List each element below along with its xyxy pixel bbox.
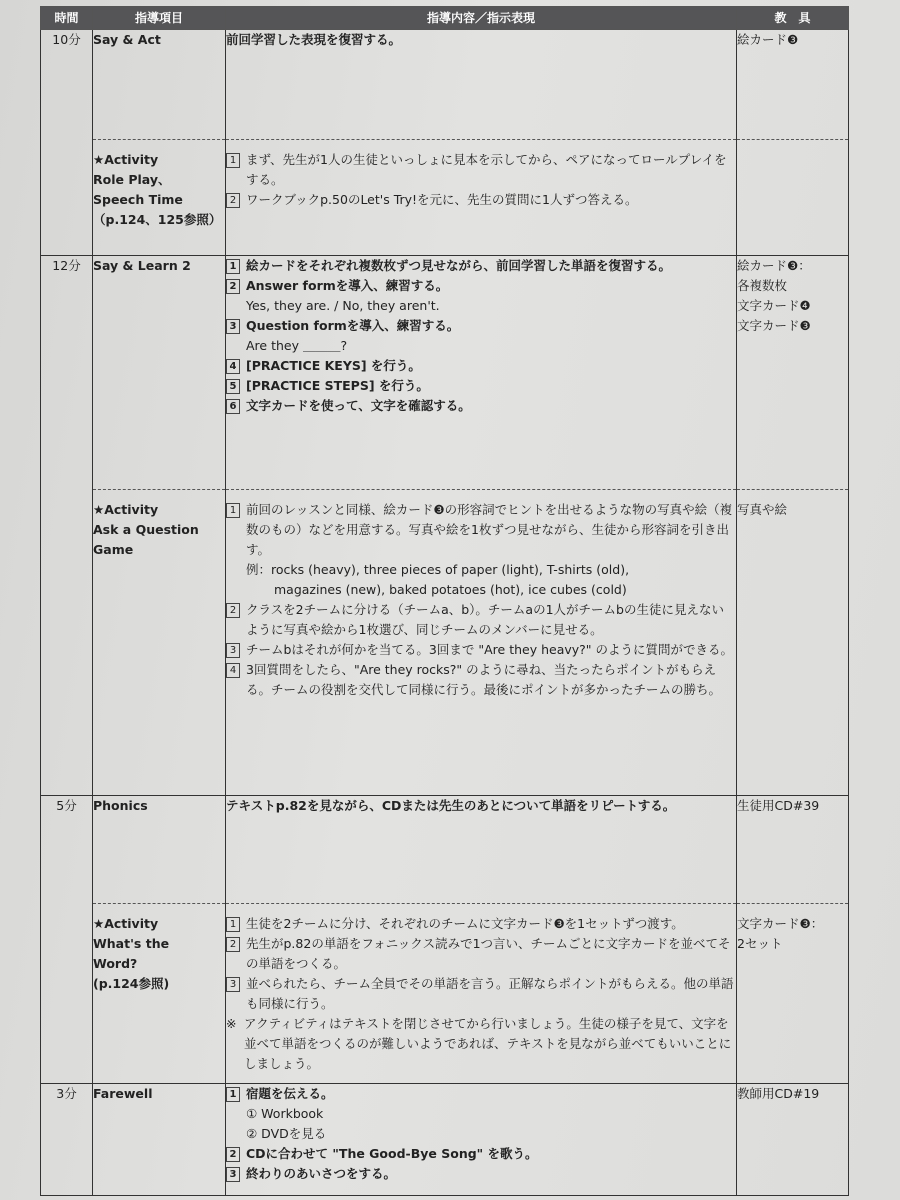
item-line: Word? <box>93 956 138 971</box>
step-number: 4 <box>226 663 240 678</box>
material-line: 各複数枚 <box>737 278 788 293</box>
table-row <box>41 140 849 256</box>
step-number: 4 <box>226 359 240 374</box>
lesson-plan-table <box>40 6 849 1196</box>
step-text: まず、先生が1人の生徒といっしょに見本を示してから、ペアになってロールプレイをする。 <box>246 152 727 187</box>
step-text: [PRACTICE STEPS] を行う。 <box>246 378 429 393</box>
item-cell: Farewell <box>93 1084 226 1196</box>
step-number: 5 <box>226 379 240 394</box>
step-number: 3 <box>226 319 240 334</box>
materials-cell: 絵カード❸ <box>737 30 849 140</box>
item-line: What's the <box>93 936 170 951</box>
example-text: Yes, they are. / No, they aren't. <box>246 298 440 313</box>
materials-cell <box>737 256 849 490</box>
table-row <box>41 256 849 490</box>
item-cell: Say & Act <box>93 30 226 140</box>
step-text: 宿題を伝える。 <box>246 1086 334 1101</box>
example-text: ① Workbook <box>246 1106 324 1121</box>
step-text: 前回のレッスンと同様、絵カード❸の形容詞でヒントを出せるような物の写真や絵（複数のもの）などを用意する。写真や絵を1枚ずつ見せながら、生徒から形容詞を引き出す。 <box>246 502 733 557</box>
content-cell <box>226 490 737 796</box>
step-number: 2 <box>226 603 240 618</box>
item-line: Ask a Question <box>93 522 199 537</box>
header-materials: 教 具 <box>737 7 849 30</box>
step-number: 2 <box>226 937 240 952</box>
step-text: 先生がp.82の単語をフォニックス読みで1つ言い、チームごとに文字カードを並べてその単語をつくる。 <box>246 936 731 971</box>
item-line: ★Activity <box>93 502 159 517</box>
time-cell: 12分 <box>41 256 93 796</box>
step-text: 3回質問をしたら、"Are they rocks?" のように尋ね、当たったらポイントがもらえる。チームの役割を交代して同様に行う。最後にポイントが多かったチームの勝ち。 <box>246 662 722 697</box>
material-line: 2セット <box>737 936 783 951</box>
step-text: 絵カードをそれぞれ複数枚ずつ見せながら、前回学習した単語を復習する。 <box>246 258 672 273</box>
material-line: 文字カード❹ <box>737 298 811 313</box>
table-row <box>41 796 849 904</box>
table-row <box>41 30 849 140</box>
materials-cell: 写真や絵 <box>737 490 849 796</box>
item-line: （p.124、125参照） <box>93 212 222 227</box>
header-row <box>41 7 849 30</box>
step-text: Answer formを導入、練習する。 <box>246 278 449 293</box>
note-text: アクティビティはテキストを閉じさせてから行いましょう。生徒の様子を見て、文字を並べて単語をつくるのが難しいようであれば、テキストを見ながら並べてもいいことにしましょう。 <box>244 1016 732 1071</box>
step-text: [PRACTICE KEYS] を行う。 <box>246 358 421 373</box>
item-cell <box>93 140 226 256</box>
item-line: ★Activity <box>93 916 159 931</box>
item-cell: Phonics <box>93 796 226 904</box>
step-number: 3 <box>226 643 240 658</box>
step-text: 終わりのあいさつをする。 <box>246 1166 397 1181</box>
step-text: 生徒を2チームに分け、それぞれのチームに文字カード❸を1セットずつ渡す。 <box>246 916 684 931</box>
table-row <box>41 490 849 796</box>
material-line: 絵カード❸： <box>737 258 811 273</box>
step-number: 3 <box>226 977 240 992</box>
step-text: クラスを2チームに分ける（チームa、b）。チームaの1人がチームbの生徒に見えないように写真や絵から1枚選び、同じチームのメンバーに見せる。 <box>246 602 724 637</box>
item-cell <box>93 904 226 1084</box>
table-row <box>41 1084 849 1196</box>
materials-cell <box>737 140 849 256</box>
example-text: magazines (new), baked potatoes (hot), ice cubes (cold) <box>274 582 627 597</box>
content-cell <box>226 140 737 256</box>
material-line: 文字カード❸ <box>737 318 811 333</box>
content-cell <box>226 256 737 490</box>
step-number: 1 <box>226 917 240 932</box>
step-text: 並べられたら、チーム全員でその単語を言う。正解ならポイントがもらえる。他の単語も同様に行う。 <box>246 976 734 1011</box>
header-time: 時間 <box>41 7 93 30</box>
step-number: 1 <box>226 153 240 168</box>
header-item: 指導項目 <box>93 7 226 30</box>
note-mark: ※ <box>226 1016 237 1031</box>
step-text: ワークブックp.50のLet's Try!を元に、先生の質問に1人ずつ答える。 <box>246 192 638 207</box>
step-number: 2 <box>226 193 240 208</box>
item-line: Role Play、 <box>93 172 171 187</box>
step-number: 2 <box>226 279 240 294</box>
example-text: 例：rocks (heavy), three pieces of paper (light), T-shirts (old), <box>246 562 630 577</box>
item-line: Game <box>93 542 134 557</box>
step-number: 6 <box>226 399 240 414</box>
example-text: Are they ＿＿＿? <box>246 338 348 353</box>
time-cell: 5分 <box>41 796 93 1084</box>
time-cell: 3分 <box>41 1084 93 1196</box>
material-line: 文字カード❸： <box>737 916 824 931</box>
item-line: (p.124参照) <box>93 976 170 991</box>
materials-cell <box>737 904 849 1084</box>
item-cell <box>93 490 226 796</box>
item-cell: Say & Learn 2 <box>93 256 226 490</box>
step-number: 3 <box>226 1167 240 1182</box>
example-text: ② DVDを見る <box>246 1126 327 1141</box>
step-text: CDに合わせて "The Good-Bye Song" を歌う。 <box>246 1146 538 1161</box>
time-cell: 10分 <box>41 30 93 256</box>
content-cell: 前回学習した表現を復習する。 <box>226 30 737 140</box>
content-cell: テキストp.82を見ながら、CDまたは先生のあとについて単語をリピートする。 <box>226 796 737 904</box>
content-cell <box>226 904 737 1084</box>
step-number: 1 <box>226 1087 240 1102</box>
content-cell <box>226 1084 737 1196</box>
materials-cell: 生徒用CD#39 <box>737 796 849 904</box>
step-text: Question formを導入、練習する。 <box>246 318 460 333</box>
step-text: チームbはそれが何かを当てる。3回まで "Are they heavy?" のように質問ができる。 <box>246 642 734 657</box>
step-number: 1 <box>226 259 240 274</box>
materials-cell: 教師用CD#19 <box>737 1084 849 1196</box>
header-content: 指導内容／指示表現 <box>226 7 737 30</box>
table-row <box>41 904 849 1084</box>
step-number: 2 <box>226 1147 240 1162</box>
step-text: 文字カードを使って、文字を確認する。 <box>246 398 471 413</box>
step-number: 1 <box>226 503 240 518</box>
item-line: Speech Time <box>93 192 183 207</box>
item-line: ★Activity <box>93 152 159 167</box>
